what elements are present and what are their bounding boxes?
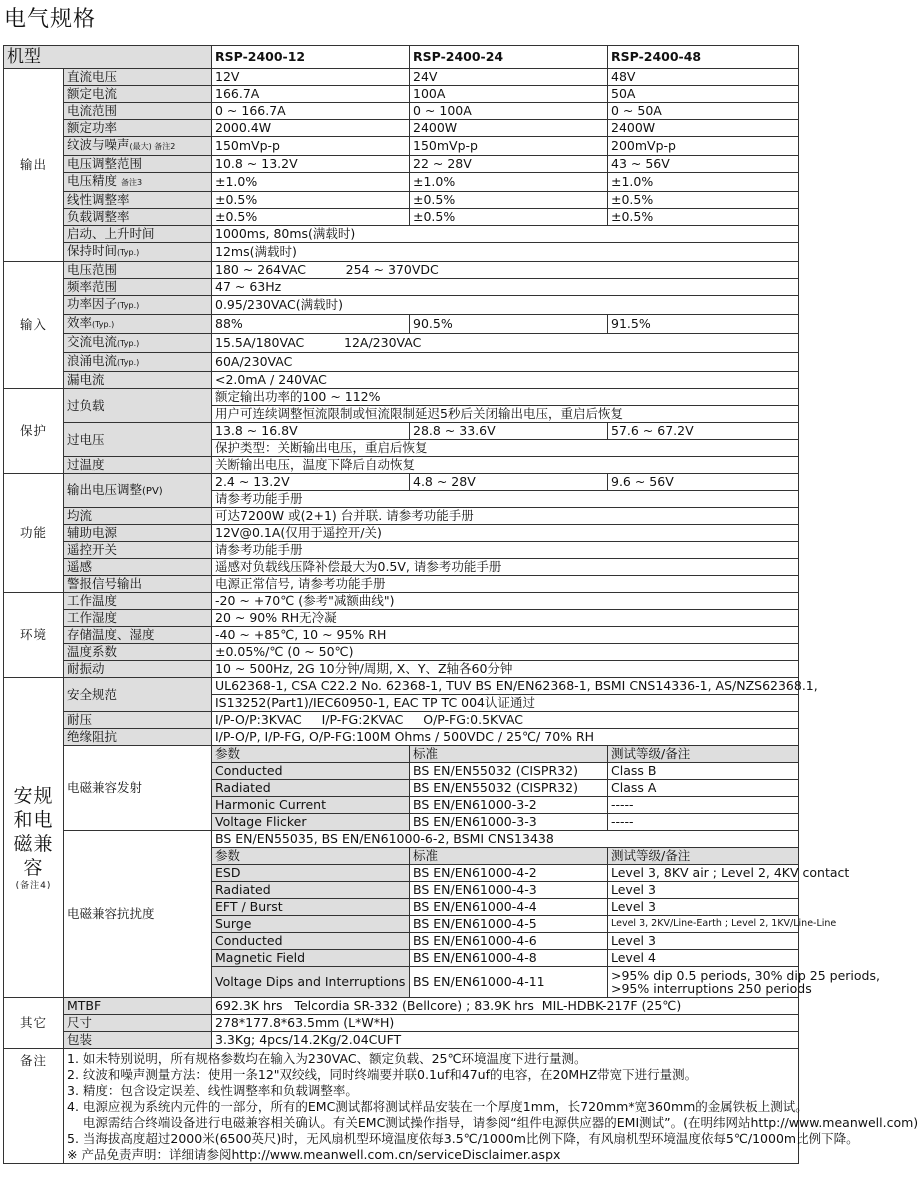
cell-value: 10 ~ 500Hz, 2G 10分钟/周期, X、Y、Z轴各60分钟 xyxy=(212,661,799,678)
note-line: 2. 纹波和噪声测量方法：使用一条12"双绞线，同时终端要并联0.1uf和47uf的电容，在20MHZ带宽下进行量测。 xyxy=(67,1067,698,1082)
table-row xyxy=(4,389,799,406)
cell-value: 43 ~ 56V xyxy=(608,156,799,173)
cell-value: ----- xyxy=(608,797,799,814)
cell-value: 遥感对负载线压降补偿最大为0.5V, 请参考功能手册 xyxy=(212,559,799,576)
model-name: RSP-2400-48 xyxy=(608,46,799,69)
label-tag: (最大) 备注2 xyxy=(129,142,176,151)
row-label xyxy=(64,474,212,508)
cell-value: 额定输出功率的100 ~ 112% xyxy=(212,389,799,406)
cell-value: IS13252(Part1)/IEC60950-1, EAC TP TC 004认证通过 xyxy=(212,695,799,712)
section-environment: 环境 xyxy=(4,593,64,678)
cell-value: Voltage Dips and Interruptions xyxy=(212,967,410,998)
label-tag: (Typ.) xyxy=(117,339,140,348)
label-text: 电压精度 xyxy=(67,173,118,188)
row-label: 遥控开关 xyxy=(64,542,212,559)
table-row xyxy=(4,542,799,559)
row-label: 存储温度、湿度 xyxy=(64,627,212,644)
cell-value: BS EN/EN61000-4-6 xyxy=(410,933,608,950)
header-row xyxy=(4,46,799,69)
column-header: 标准 xyxy=(410,746,608,763)
table-row xyxy=(4,1015,799,1032)
table-row xyxy=(4,593,799,610)
cell-value: Voltage Flicker xyxy=(212,814,410,831)
section-output: 输出 xyxy=(4,69,64,262)
table-row xyxy=(4,423,799,440)
cell-value: 88% xyxy=(212,315,410,334)
table-row xyxy=(4,137,799,156)
cell-value: BS EN/EN61000-4-4 xyxy=(410,899,608,916)
row-label: 均流 xyxy=(64,508,212,525)
row-label: 线性调整率 xyxy=(64,192,212,209)
column-header: 标准 xyxy=(410,848,608,865)
row-label: 额定功率 xyxy=(64,120,212,137)
cell-value: ±1.0% xyxy=(212,173,410,192)
table-row xyxy=(4,678,799,695)
table-row xyxy=(4,279,799,296)
cell-value: 0 ~ 100A xyxy=(410,103,608,120)
cell-value: 12V xyxy=(212,69,410,86)
section-note: (备注4) xyxy=(15,880,52,891)
cell-value: 1000ms, 80ms(满载时) xyxy=(212,226,799,243)
table-row xyxy=(4,243,799,262)
cell-value: 2400W xyxy=(410,120,608,137)
row-label: 电压调整范围 xyxy=(64,156,212,173)
row-label: 直流电压 xyxy=(64,69,212,86)
cell-value: ±0.5% xyxy=(212,192,410,209)
table-row xyxy=(4,474,799,491)
row-label: 电磁兼容发射 xyxy=(64,746,212,831)
section-notes: 备注 xyxy=(4,1049,64,1164)
cell-value: 9.6 ~ 56V xyxy=(608,474,799,491)
level-line: >95% interruptions 250 periods xyxy=(611,981,812,996)
level-line: >95% dip 0.5 periods, 30% dip 25 periods, xyxy=(611,968,880,983)
table-row xyxy=(4,627,799,644)
table-row xyxy=(4,661,799,678)
row-label: 耐振动 xyxy=(64,661,212,678)
cell-value: 28.8 ~ 33.6V xyxy=(410,423,608,440)
label-tag: 备注3 xyxy=(121,178,143,187)
label-text: 功率因子 xyxy=(67,296,118,311)
cell-value: I/P-O/P:3KVAC I/P-FG:2KVAC O/P-FG:0.5KVAC xyxy=(212,712,799,729)
table-row xyxy=(4,457,799,474)
row-label: 耐压 xyxy=(64,712,212,729)
cell-value: Level 3, 8KV air ; Level 2, 4KV contact xyxy=(608,865,799,882)
cell-value: BS EN/EN61000-4-3 xyxy=(410,882,608,899)
row-label: 启动、上升时间 xyxy=(64,226,212,243)
row-label: 电流范围 xyxy=(64,103,212,120)
cell-value: 4.8 ~ 28V xyxy=(410,474,608,491)
table-row xyxy=(4,103,799,120)
cell-value: 90.5% xyxy=(410,315,608,334)
section-protection: 保护 xyxy=(4,389,64,474)
cell-value: ----- xyxy=(608,814,799,831)
notes-body xyxy=(64,1049,918,1164)
table-row xyxy=(4,315,799,334)
cell-value: 692.3K hrs Telcordia SR-332 (Bellcore) ; 83.9K hrs MIL-HDBK-217F (25℃) xyxy=(212,998,799,1015)
cell-value: ESD xyxy=(212,865,410,882)
row-label: MTBF xyxy=(64,998,212,1015)
cell-value: 20 ~ 90% RH无冷凝 xyxy=(212,610,799,627)
cell-value: Conducted xyxy=(212,933,410,950)
cell-value: 57.6 ~ 67.2V xyxy=(608,423,799,440)
cell-value: <2.0mA / 240VAC xyxy=(212,372,799,389)
note-line: 5. 当海拔高度超过2000米(6500英尺)时，无风扇机型环境温度依每3.5℃/1000m比例下降，有风扇机型环境温度依每5℃/1000m比例下降。 xyxy=(67,1131,859,1146)
table-row xyxy=(4,226,799,243)
row-label xyxy=(64,243,212,262)
label-text: 交流电流 xyxy=(67,334,118,349)
cell-value: Level 3 xyxy=(608,933,799,950)
section-text: 安规和电磁兼容 xyxy=(13,784,54,879)
label-text: 输出电压调整 xyxy=(67,481,143,497)
model-name: RSP-2400-24 xyxy=(410,46,608,69)
cell-value: 0.95/230VAC(满载时) xyxy=(212,296,799,315)
cell-value: 请参考功能手册 xyxy=(212,542,799,559)
table-row xyxy=(4,831,799,848)
table-row xyxy=(4,610,799,627)
label-tag: (Typ.) xyxy=(117,358,140,367)
cell-value: 3.3Kg; 4pcs/14.2Kg/2.04CUFT xyxy=(212,1032,799,1049)
row-label xyxy=(64,315,212,334)
note-line: 1. 如未特别说明，所有规格参数均在输入为230VAC、额定负载、25℃环境温度下进行量测。 xyxy=(67,1051,587,1066)
cell-value: -20 ~ +70℃ (参考"减额曲线") xyxy=(212,593,799,610)
table-row xyxy=(4,353,799,372)
cell-value: 10.8 ~ 13.2V xyxy=(212,156,410,173)
cell-value: 150mVp-p xyxy=(410,137,608,156)
section-others: 其它 xyxy=(4,998,64,1049)
table-row xyxy=(4,192,799,209)
cell-value: ±0.5% xyxy=(212,209,410,226)
table-row xyxy=(4,120,799,137)
table-row xyxy=(4,372,799,389)
cell-value: BS EN/EN55032 (CISPR32) xyxy=(410,780,608,797)
label-text: 效率 xyxy=(67,315,93,330)
cell-value: -40 ~ +85℃, 10 ~ 95% RH xyxy=(212,627,799,644)
cell-value: 48V xyxy=(608,69,799,86)
table-row xyxy=(4,746,799,763)
cell-value: Class A xyxy=(608,780,799,797)
cell-value: 可达7200W 或(2+1) 台并联. 请参考功能手册 xyxy=(212,508,799,525)
row-label: 电磁兼容抗扰度 xyxy=(64,831,212,998)
spec-table xyxy=(3,45,918,1164)
column-header: 测试等级/备注 xyxy=(608,848,799,865)
row-label: 频率范围 xyxy=(64,279,212,296)
row-label: 工作温度 xyxy=(64,593,212,610)
cell-value: 50A xyxy=(608,86,799,103)
cell-value: 278*177.8*63.5mm (L*W*H) xyxy=(212,1015,799,1032)
table-row xyxy=(4,559,799,576)
cell-value: Level 3, 2KV/Line-Earth ; Level 2, 1KV/Line-Line xyxy=(608,916,799,933)
cell-value: 电源正常信号, 请参考功能手册 xyxy=(212,576,799,593)
section-safety-emc xyxy=(4,678,64,998)
page-title: 电气规格 xyxy=(4,7,97,32)
row-label xyxy=(64,137,212,156)
note-line: ※ 产品免责声明：详细请参阅http://www.meanwell.com.cn/serviceDisclaimer.aspx xyxy=(67,1147,561,1162)
cell-value xyxy=(608,967,880,998)
cell-value: 2000.4W xyxy=(212,120,410,137)
table-row xyxy=(4,334,799,353)
row-label xyxy=(64,173,212,192)
cell-value: ±0.5% xyxy=(608,192,799,209)
model-label: 机型 xyxy=(4,46,212,69)
cell-value: 200mVp-p xyxy=(608,137,799,156)
cell-value: 150mVp-p xyxy=(212,137,410,156)
cell-value: BS EN/EN55035, BS EN/EN61000-6-2, BSMI CNS13438 xyxy=(212,831,799,848)
cell-value: 关断输出电压，温度下降后自动恢复 xyxy=(212,457,799,474)
cell-value: 0 ~ 50A xyxy=(608,103,799,120)
cell-value: 180 ~ 264VAC 254 ~ 370VDC xyxy=(212,262,799,279)
cell-value: BS EN/EN61000-4-5 xyxy=(410,916,608,933)
table-row xyxy=(4,262,799,279)
cell-value: ±0.5% xyxy=(608,209,799,226)
cell-value: ±0.5% xyxy=(410,209,608,226)
cell-value: 用户可连续调整恒流限制或恒流限制延迟5秒后关闭输出电压，重启后恢复 xyxy=(212,406,799,423)
row-label xyxy=(64,334,212,353)
note-line: 电源需结合终端设备进行电磁兼容相关确认。有关EMC测试操作指导，请参阅“组件电源供应器的EMI测试”。(在明纬网站http://www.meanwell.com) xyxy=(67,1115,918,1130)
table-row xyxy=(4,69,799,86)
cell-value: BS EN/EN61000-3-3 xyxy=(410,814,608,831)
label-tag: (PV) xyxy=(142,485,163,497)
cell-value: ±0.5% xyxy=(410,192,608,209)
column-header: 参数 xyxy=(212,746,410,763)
cell-value: Level 3 xyxy=(608,899,799,916)
row-label: 绝缘阻抗 xyxy=(64,729,212,746)
row-label: 过电压 xyxy=(64,423,212,457)
table-row xyxy=(4,209,799,226)
column-header: 参数 xyxy=(212,848,410,865)
table-row xyxy=(4,525,799,542)
row-label: 包装 xyxy=(64,1032,212,1049)
section-input: 输入 xyxy=(4,262,64,389)
cell-value: UL62368-1, CSA C22.2 No. 62368-1, TUV BS EN/EN62368-1, BSMI CNS14336-1, AS/NZS62368.1, xyxy=(212,678,799,695)
row-label: 温度系数 xyxy=(64,644,212,661)
row-label: 安全规范 xyxy=(64,678,212,712)
cell-value: 22 ~ 28V xyxy=(410,156,608,173)
row-label: 尺寸 xyxy=(64,1015,212,1032)
label-tag: (Typ.) xyxy=(92,320,115,329)
cell-value: 100A xyxy=(410,86,608,103)
row-label xyxy=(64,353,212,372)
label-text: 浪涌电流 xyxy=(67,353,118,368)
row-label: 警报信号输出 xyxy=(64,576,212,593)
model-name: RSP-2400-12 xyxy=(212,46,410,69)
cell-value: Radiated xyxy=(212,780,410,797)
cell-value: Level 3 xyxy=(608,882,799,899)
cell-value: Level 4 xyxy=(608,950,799,967)
cell-value: 12V@0.1A(仅用于遥控开/关) xyxy=(212,525,799,542)
cell-value: 60A/230VAC xyxy=(212,353,799,372)
cell-value: I/P-O/P, I/P-FG, O/P-FG:100M Ohms / 500VDC / 25℃/ 70% RH xyxy=(212,729,799,746)
cell-value: 91.5% xyxy=(608,315,799,334)
label-tag: (Typ.) xyxy=(117,301,140,310)
cell-value: BS EN/EN61000-3-2 xyxy=(410,797,608,814)
row-label: 工作湿度 xyxy=(64,610,212,627)
table-row xyxy=(4,156,799,173)
note-line: 3. 精度：包含设定误差、线性调整率和负载调整率。 xyxy=(67,1083,358,1098)
cell-value: 保护类型：关断输出电压，重启后恢复 xyxy=(212,440,799,457)
label-tag: (Typ.) xyxy=(117,248,140,257)
cell-value: BS EN/EN61000-4-2 xyxy=(410,865,608,882)
cell-value: Magnetic Field xyxy=(212,950,410,967)
cell-value: Class B xyxy=(608,763,799,780)
cell-value: Harmonic Current xyxy=(212,797,410,814)
cell-value: 请参考功能手册 xyxy=(212,491,799,508)
cell-value: ±1.0% xyxy=(410,173,608,192)
row-label: 电压范围 xyxy=(64,262,212,279)
cell-value: BS EN/EN61000-4-8 xyxy=(410,950,608,967)
table-row xyxy=(4,1032,799,1049)
row-label: 过温度 xyxy=(64,457,212,474)
table-row xyxy=(4,296,799,315)
cell-value: 166.7A xyxy=(212,86,410,103)
table-row xyxy=(4,1049,799,1164)
cell-value: Radiated xyxy=(212,882,410,899)
row-label: 辅助电源 xyxy=(64,525,212,542)
cell-value: ±1.0% xyxy=(608,173,799,192)
cell-value: 0 ~ 166.7A xyxy=(212,103,410,120)
row-label: 负载调整率 xyxy=(64,209,212,226)
row-label xyxy=(64,296,212,315)
column-header: 测试等级/备注 xyxy=(608,746,799,763)
cell-value: ±0.05%/℃ (0 ~ 50℃) xyxy=(212,644,799,661)
label-text: 纹波与噪声 xyxy=(67,137,130,152)
cell-value: BS EN/EN55032 (CISPR32) xyxy=(410,763,608,780)
row-label: 遥感 xyxy=(64,559,212,576)
table-row xyxy=(4,712,799,729)
table-row xyxy=(4,576,799,593)
table-row xyxy=(4,86,799,103)
cell-value: 13.8 ~ 16.8V xyxy=(212,423,410,440)
cell-value: BS EN/EN61000-4-11 xyxy=(410,967,608,998)
table-row xyxy=(4,644,799,661)
cell-value: 2400W xyxy=(608,120,799,137)
cell-value: Surge xyxy=(212,916,410,933)
row-label: 额定电流 xyxy=(64,86,212,103)
cell-value: 24V xyxy=(410,69,608,86)
row-label: 过负载 xyxy=(64,389,212,423)
cell-value: EFT / Burst xyxy=(212,899,410,916)
cell-value: Conducted xyxy=(212,763,410,780)
section-function: 功能 xyxy=(4,474,64,593)
label-text: 保持时间 xyxy=(67,243,118,258)
row-label: 漏电流 xyxy=(64,372,212,389)
table-row xyxy=(4,998,799,1015)
cell-value: 15.5A/180VAC 12A/230VAC xyxy=(212,334,799,353)
table-row xyxy=(4,173,799,192)
note-line: 4. 电源应视为系统内元件的一部分，所有的EMC测试都将测试样品安装在一个厚度1mm，长720mm*宽360mm的金属铁板上测试。 xyxy=(67,1099,808,1114)
table-row xyxy=(4,729,799,746)
table-row xyxy=(4,508,799,525)
cell-value: 12ms(满载时) xyxy=(212,243,799,262)
cell-value: 47 ~ 63Hz xyxy=(212,279,799,296)
cell-value: 2.4 ~ 13.2V xyxy=(212,474,410,491)
